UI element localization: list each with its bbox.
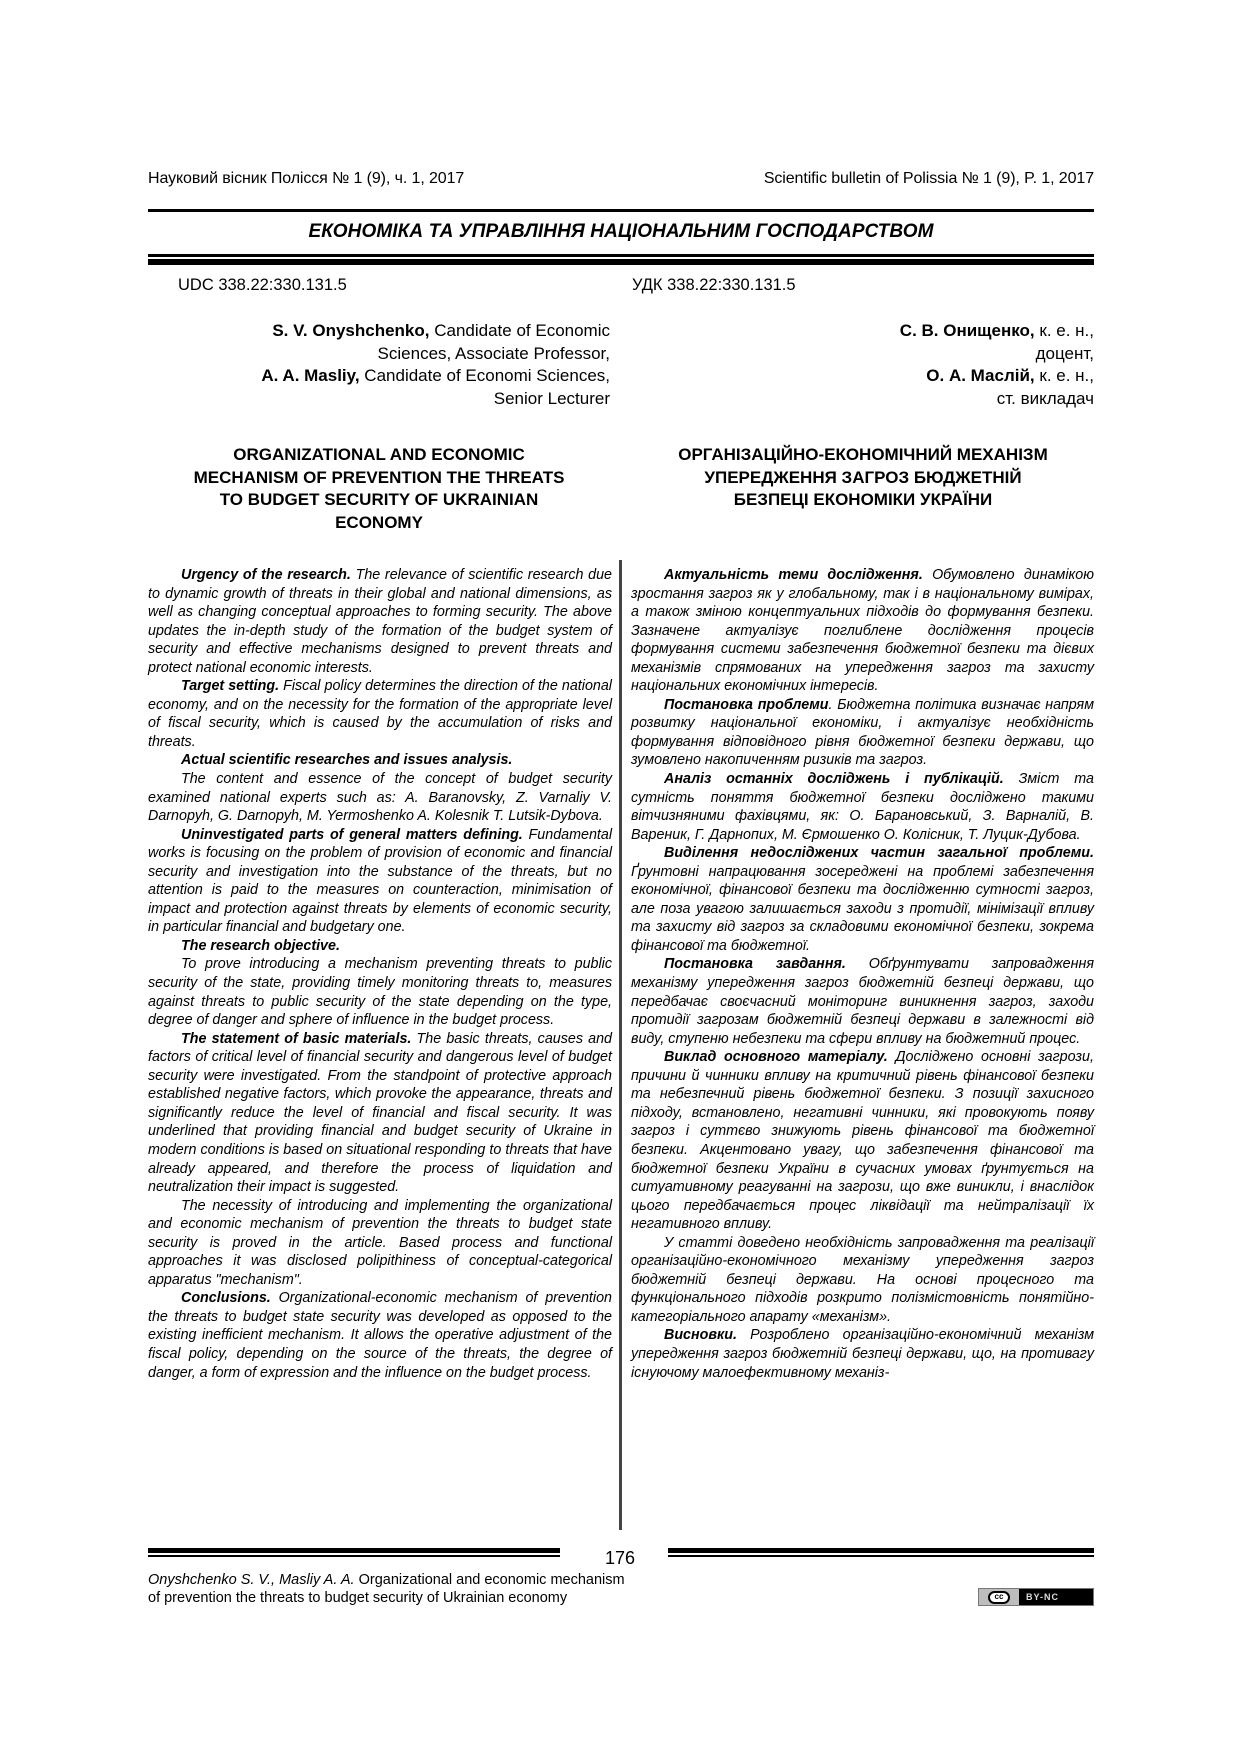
udc-en: UDC 338.22:330.131.5 (178, 276, 347, 294)
paragraph-text: The necessity of introducing and implementing the organizational and economic mechanism of prevention the threats to budget state security is proved in the article. Based process and functional approaches it was disclosed polipithiness of conceptual-categorical apparatus "mechanism". (148, 1197, 612, 1288)
abstract-en (148, 566, 612, 1382)
citation-line-2: of prevention the threats to budget security of Ukrainian economy (148, 1590, 568, 1606)
author-name: С. В. Онищенко, (899, 321, 1035, 340)
paragraph-heading: Постановка проблеми (664, 696, 829, 713)
footer-rule-left-thin (148, 1555, 560, 1557)
title-line: ORGANIZATIONAL AND ECONOMIC (233, 445, 525, 464)
author-title: доцент, (1035, 343, 1094, 363)
paragraph-heading: Постановка завдання. (664, 956, 846, 973)
paragraph-heading: Uninvestigated parts of general matters defining. (181, 826, 523, 843)
paragraph-text: . Бюджетна політика визначає напрям розвитку національної економіки, і актуалізує необхідність формування відповідного рівня бюджетної безпеки держави, що зумовлено накопиченням ризиків та загроз. (631, 696, 1094, 769)
paragraph-heading: Urgency of the research. (181, 567, 351, 583)
footer-citation (148, 1571, 768, 1607)
paragraph-heading: Виділення недосліджених частин загальної проблеми. (664, 845, 1094, 862)
paper-title-en (148, 444, 610, 534)
paragraph-text: Fiscal policy determines the direction of the national economy, and on the necessity for the formation of the appropriate level of fiscal security, which is caused by the accumulation of risks and threats. (148, 678, 612, 750)
running-head-en: Scientific bulletin of Polissia № 1 (9), P. 1, 2017 (763, 170, 1094, 187)
abstract-paragraph (631, 566, 1094, 696)
running-head-ua: Науковий вісник Полісся № 1 (9), ч. 1, 2017 (148, 170, 465, 187)
authors-ua (632, 320, 1094, 410)
paragraph-text: Ґрунтовні напрацювання зосереджені на проблемі забезпечення економічної, фінансової безпеки та дослідженню сутності загроз, але поза увагою залишається заходи з протидії, мінімізації впливу та захисту від загроз за складовими економічної безпеки, зокрема фінансової та бюджетної. (631, 863, 1094, 954)
footer-rule-left-thick (148, 1548, 560, 1553)
author-degree: Candidate of Economi Sciences, (359, 366, 610, 385)
author-en-2 (148, 365, 610, 388)
title-line: TO BUDGET SECURITY OF UKRAINIAN (219, 490, 539, 509)
author-ua-2 (632, 365, 1094, 388)
paragraph-heading: Виклад основного матеріалу. (664, 1049, 888, 1066)
abstract-paragraph (148, 826, 612, 937)
title-line: БЕЗПЕЦІ ЕКОНОМІКИ УКРАЇНИ (733, 490, 993, 509)
paragraph-text: Organizational-economic mechanism of prevention the threats to budget state security was developed as opposed to the existing inefficient mechanism. It allows the operative adjustment of the fiscal policy, depending on the source of the threats, the degree of danger, a form of expression and the influence on the budget process. (148, 1290, 612, 1381)
abstract-paragraph (148, 677, 612, 751)
title-line: ECONOMY (335, 512, 423, 532)
abstract-paragraph (148, 751, 612, 770)
paragraph-heading: The research objective. (181, 937, 340, 954)
paragraph-text: To prove introducing a mechanism preventing threats to public security of the state, providing timely monitoring threats to, measures against threats to public security of the state depending on the type, degree of danger and sphere of influence in the budget process. (148, 956, 612, 1029)
paragraph-text: Обумовлено динамікою зростання загроз як у глобальному, так і в національному вимірах, а також зміною концептуальних підходів до формування безпеки. Зазначене актуалізує поглиблене дослідження процесів формування системи забезпечення бюджетної безпеки та дієвих механізмів спрямованих на упередження загроз та захисту національних економічних інтересів. (631, 567, 1094, 695)
section-title: ЕКОНОМІКА ТА УПРАВЛІННЯ НАЦІОНАЛЬНИМ ГОСПОДАРСТВОМ (308, 221, 934, 242)
abstract-paragraph (148, 770, 612, 826)
abstract-paragraph (148, 566, 612, 677)
udc-ua: УДК 338.22:330.131.5 (632, 276, 796, 294)
paper-title-ua (632, 444, 1094, 512)
citation-authors: Onyshchenko S. V., Masliy A. A. (148, 1572, 355, 1588)
abstract-paragraph (631, 770, 1094, 844)
section-double-rule-top (148, 254, 1094, 257)
paragraph-heading: The statement of basic materials. (181, 1030, 412, 1047)
author-title: Sciences, Associate Professor, (377, 343, 610, 363)
title-line: УПЕРЕДЖЕННЯ ЗАГРОЗ БЮДЖЕТНІЙ (704, 467, 1022, 487)
paragraph-heading: Актуальність теми дослідження. (664, 567, 923, 583)
author-degree: Candidate of Economic (429, 321, 610, 340)
paragraph-text: Розроблено організаційно-економічний механізм упередження загроз бюджетній безпеці держави, що, на противагу існуючому малоефективному механіз- (631, 1327, 1094, 1381)
author-name: A. A. Masliy, (261, 366, 360, 385)
abstract-paragraph (148, 937, 612, 956)
abstract-paragraph (631, 1326, 1094, 1382)
abstract-paragraph (631, 696, 1094, 770)
header-rule (148, 209, 1094, 212)
paragraph-text: The content and essence of the concept of budget security examined national experts such as: A. Baranovsky, Z. Varnaliy V. Darnopyh, G. Darnopyh, M. Yermoshenko A. Kolesnik T. Lutsik-Dybova. (148, 771, 612, 825)
paragraph-text: The basic threats, causes and factors of critical level of financial security and dangerous level of budget security were investigated. From the standpoint of protective approach established negative factors, which provoke the appearance, threats and significantly reduce the level of financial and fiscal security. It was underlined that providing financial and budget security of Ukraine in modern conditions is based on situational responding to threats that have already appeared, and therefore the process of liquidation and neutralization their impact is suggested. (148, 1030, 612, 1196)
abstract-paragraph (631, 955, 1094, 1048)
author-name: О. А. Маслій, (926, 366, 1035, 385)
paragraph-text: Обґрунтувати запровадження механізму упередження загроз бюджетній безпеці держави, що передбачає своєчасний моніторинг виникнення загроз, заходи протидії загрозам бюджетній безпеці держави в залежності від виду, ступеню небезпеки та сфери впливу на бюджетний процес. (631, 956, 1094, 1047)
paragraph-heading: Actual scientific researches and issues analysis. (181, 752, 513, 769)
paragraph-heading: Висновки. (664, 1327, 737, 1344)
abstract-paragraph (148, 1030, 612, 1197)
author-title: ст. викладач (996, 388, 1094, 408)
paragraph-text: Зміст та сутність поняття бюджетної безпеки досліджено такими вітчизняними фахівцями, як: О. Барановський, З. Варналій, В. Вареник, Г. Дарнопих, М. Єрмошенко О. Колісник, Т. Луцик-Дубова. (631, 771, 1094, 843)
citation-title: Organizational and economic mechanism (354, 1572, 625, 1588)
abstract-paragraph (631, 844, 1094, 955)
footer-rule-right-thin (668, 1555, 1094, 1557)
title-line: MECHANISM OF PREVENTION THE THREATS (193, 467, 565, 487)
page-number: 176 (604, 1548, 636, 1568)
paragraph-heading: Conclusions. (181, 1290, 271, 1307)
paragraph-text: Досліджено основні загрози, причини й чинники впливу на критичний рівень фінансової безпеки та небезпечний рівень бюджетної безпеки. З позиції захисного підходу, встановлено, негативні чинники, які провокують появу загроз і суттєво знижують рівень фінансової та бюджетної безпеки. Акцентовано увагу, що забезпечення фінансової та бюджетної безпеки України в сучасних умовах ґрунтується на ситуативному реагуванні на загрози, що вже виникли, і внаслідок цього передбачається процес ліквідації та нейтралізації їх негативного впливу. (631, 1049, 1094, 1233)
paragraph-heading: Target setting. (181, 678, 280, 695)
abstract-paragraph (148, 955, 612, 1029)
author-degree: к. е. н., (1034, 321, 1094, 340)
paragraph-text: Fundamental works is focusing on the problem of provision of economic and financial security and investigation into the substance of the threats, but no attention is paid to the measures on counteraction, minimisation of impact and protection against threats by elements of economic security, in particular financial and budgetary one. (148, 826, 613, 936)
cc-logo-icon (979, 1589, 1019, 1605)
license-label: BY-NC (1026, 1592, 1060, 1602)
footer-rule-right-thick (668, 1548, 1094, 1553)
paragraph-text: У статті доведено необхідність запровадження та реалізації організаційно-економічного механізму упередження загроз бюджетній безпеці держави. На основі процесного та функціонального підходів розкрито полізмістовність понятійно-категоріального апарату «механізм». (631, 1234, 1094, 1325)
authors-en (148, 320, 610, 410)
author-name: S. V. Onyshchenko, (272, 321, 430, 340)
author-degree: к. е. н., (1034, 366, 1094, 385)
author-title: Senior Lecturer (493, 388, 610, 408)
abstract-paragraph (148, 1289, 612, 1382)
title-line: ОРГАНІЗАЦІЙНО-ЕКОНОМІЧНИЙ МЕХАНІЗМ (678, 445, 1048, 464)
author-ua-1 (632, 320, 1094, 343)
abstract-paragraph (631, 1048, 1094, 1233)
citation-line-1 (148, 1571, 768, 1589)
paragraph-heading: Аналіз останніх досліджень і публікацій. (664, 771, 1004, 788)
abstract-paragraph (148, 1197, 612, 1290)
column-divider (619, 560, 622, 1530)
abstract-ua (631, 566, 1094, 1382)
author-en-1 (148, 320, 610, 343)
cc-license-badge[interactable] (978, 1588, 1094, 1606)
paragraph-text: The relevance of scientific research due to dynamic growth of threats in their global and national dimensions, as well as changing conceptual approaches to forming security. The above updates the in-depth study of the formation of the budget system of security and effective mechanisms designed to prevent threats and protect national economic interests. (148, 567, 612, 676)
abstract-paragraph (631, 1234, 1094, 1327)
section-double-rule-bottom (148, 259, 1094, 265)
cc-circle-icon: cc (988, 1591, 1010, 1604)
